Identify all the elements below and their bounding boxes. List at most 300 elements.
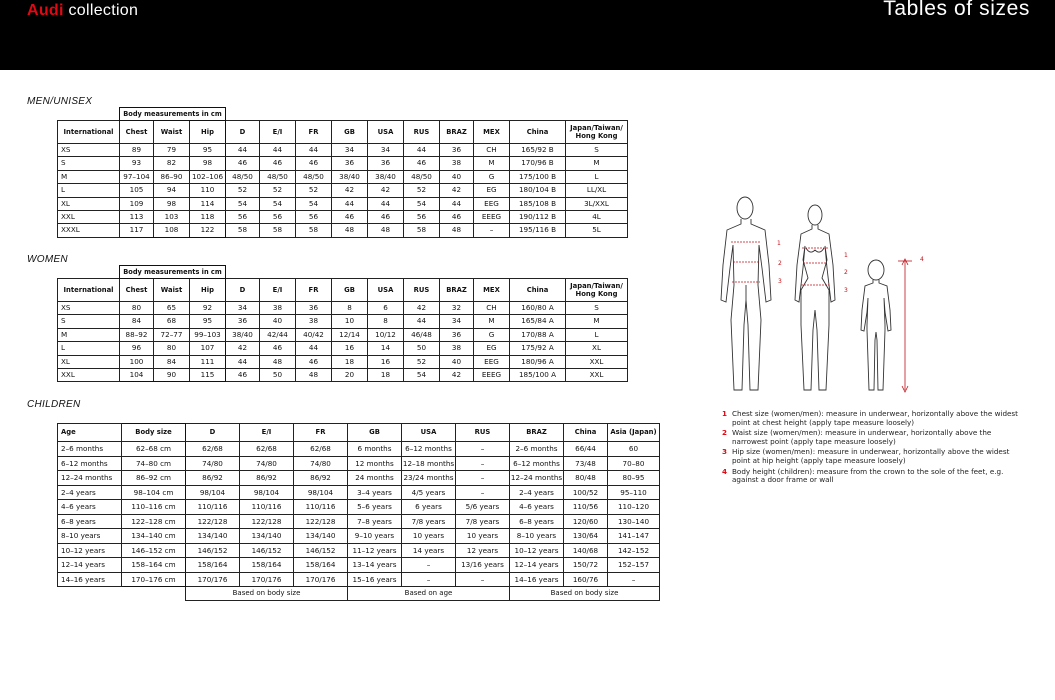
table-cell: 74/80	[240, 456, 294, 471]
table-row	[58, 514, 660, 529]
table-cell: 3–4 years	[348, 485, 402, 500]
table-cell: 65	[154, 302, 190, 315]
men-size-table	[57, 107, 628, 238]
women-size-table	[57, 265, 628, 382]
table-cell: 40/42	[296, 328, 332, 341]
table-cell: 5–6 years	[348, 500, 402, 515]
table-cell: S	[58, 157, 120, 170]
blank-cell	[404, 108, 440, 121]
footer-age: Based on age	[348, 587, 510, 601]
table-cell: 170/96 B	[510, 157, 566, 170]
table-cell: 13–14 years	[348, 558, 402, 573]
table-cell: 36	[440, 144, 474, 157]
blank-cell	[260, 266, 296, 279]
table-cell: 2–6 months	[58, 442, 122, 457]
table-cell: 42/44	[260, 328, 296, 341]
body-measurements-label: Body measurements in cm	[120, 108, 226, 121]
footer-body-size: Based on body size	[186, 587, 348, 601]
note-number: 2	[722, 428, 728, 438]
table-cell: 146–152 cm	[122, 543, 186, 558]
table-row	[58, 355, 628, 368]
table-cell: –	[456, 485, 510, 500]
table-row	[58, 315, 628, 328]
table-row	[58, 144, 628, 157]
table-cell: 68	[154, 315, 190, 328]
table-cell: 108	[154, 224, 190, 237]
table-row	[58, 485, 660, 500]
table-cell: 14–16 years	[510, 572, 564, 587]
table-cell: LL/XL	[566, 184, 628, 197]
column-header: FR	[296, 121, 332, 144]
table-row	[58, 184, 628, 197]
table-cell: 141–147	[608, 529, 660, 544]
body-measurements-row	[58, 266, 628, 279]
blank-cell	[226, 266, 260, 279]
table-cell: 175/92 A	[510, 342, 566, 355]
table-row	[58, 442, 660, 457]
measurement-notes	[722, 410, 1022, 487]
table-cell: –	[402, 572, 456, 587]
body-measurements-row	[58, 108, 628, 121]
table-cell: 89	[120, 144, 154, 157]
column-header: China	[510, 279, 566, 302]
table-cell: M	[566, 315, 628, 328]
table-cell: 98/104	[294, 485, 348, 500]
table-cell: XL	[58, 355, 120, 368]
table-cell: 86/92	[240, 471, 294, 486]
table-cell: 52	[226, 184, 260, 197]
table-cell: 105	[120, 184, 154, 197]
table-cell: 70–80	[608, 456, 660, 471]
marker-4-child: 4	[920, 256, 924, 263]
table-cell: 56	[226, 211, 260, 224]
table-cell: 122/128	[294, 514, 348, 529]
column-header: GB	[332, 279, 368, 302]
table-cell: 82	[154, 157, 190, 170]
table-cell: 44	[260, 144, 296, 157]
brand-strong: Audi	[27, 2, 64, 19]
table-cell: 36	[368, 157, 404, 170]
table-cell: 3L/XXL	[566, 197, 628, 210]
table-row	[58, 543, 660, 558]
table-cell: –	[456, 442, 510, 457]
table-cell: 98	[190, 157, 226, 170]
table-cell: 40	[260, 315, 296, 328]
table-cell: 113	[120, 211, 154, 224]
table-cell: 46	[260, 342, 296, 355]
table-cell: M	[58, 328, 120, 341]
table-cell: 42	[226, 342, 260, 355]
table-cell: 118	[190, 211, 226, 224]
table-cell: –	[608, 572, 660, 587]
brand-rest: collection	[68, 2, 139, 19]
table-cell: 46/48	[404, 328, 440, 341]
note-number: 3	[722, 447, 728, 457]
table-cell: 52	[260, 184, 296, 197]
table-cell: G	[474, 328, 510, 341]
table-cell: 104	[120, 369, 154, 382]
table-cell: 8	[332, 302, 368, 315]
table-cell: 7–8 years	[348, 514, 402, 529]
table-cell: 36	[296, 302, 332, 315]
table-cell: 48	[368, 224, 404, 237]
table-cell: 180/96 A	[510, 355, 566, 368]
blank-cell	[332, 108, 368, 121]
table-cell: 110/116	[294, 500, 348, 515]
column-header: FR	[294, 424, 348, 442]
table-cell: 95	[190, 315, 226, 328]
table-cell: 9–10 years	[348, 529, 402, 544]
blank-cell	[296, 266, 332, 279]
women-section-title: WOMEN	[27, 254, 68, 265]
table-cell: 58	[226, 224, 260, 237]
blank-cell	[332, 266, 368, 279]
table-cell: XXL	[566, 355, 628, 368]
table-cell: 56	[404, 211, 440, 224]
table-cell: 122/128	[186, 514, 240, 529]
table-cell: 170/88 A	[510, 328, 566, 341]
table-cell: 44	[368, 197, 404, 210]
table-cell: 10–12 years	[58, 543, 122, 558]
table-row	[58, 328, 628, 341]
table-cell: 134/140	[240, 529, 294, 544]
table-cell: 98	[154, 197, 190, 210]
table-cell: 44	[296, 144, 332, 157]
table-cell: L	[58, 184, 120, 197]
table-cell: 38/40	[226, 328, 260, 341]
table-cell: 100/52	[564, 485, 608, 500]
table-cell: XXL	[566, 369, 628, 382]
table-cell: 52	[296, 184, 332, 197]
table-cell: 46	[260, 157, 296, 170]
table-cell: M	[474, 315, 510, 328]
table-cell: 107	[190, 342, 226, 355]
column-header: GB	[332, 121, 368, 144]
table-cell: 130/64	[564, 529, 608, 544]
table-cell: XXXL	[58, 224, 120, 237]
blank-cell	[440, 108, 474, 121]
table-cell: 38/40	[368, 170, 404, 183]
table-cell: 6 years	[402, 500, 456, 515]
table-cell: XS	[58, 302, 120, 315]
table-cell: 140/68	[564, 543, 608, 558]
table-cell: 97–104	[120, 170, 154, 183]
table-cell: 40	[440, 170, 474, 183]
note-item	[722, 468, 1022, 485]
table-cell: 170/176	[186, 572, 240, 587]
table-cell: 80/48	[564, 471, 608, 486]
column-header: Age	[58, 424, 122, 442]
table-cell: 88–92	[120, 328, 154, 341]
table-cell: –	[474, 224, 510, 237]
table-cell: 134–140 cm	[122, 529, 186, 544]
table-cell: 44	[332, 197, 368, 210]
table-cell: 42	[404, 302, 440, 315]
table-cell: 142–152	[608, 543, 660, 558]
page-title: Tables of sizes	[883, 0, 1030, 20]
table-cell: EG	[474, 184, 510, 197]
column-header: RUS	[404, 279, 440, 302]
table-cell: 56	[260, 211, 296, 224]
table-cell: 4L	[566, 211, 628, 224]
table-cell: 12 months	[348, 456, 402, 471]
table-cell: 48	[332, 224, 368, 237]
table-cell: 58	[404, 224, 440, 237]
table-cell: 14 years	[402, 543, 456, 558]
table-cell: 4/5 years	[402, 485, 456, 500]
table-row	[58, 157, 628, 170]
column-header: Chest	[120, 279, 154, 302]
table-cell: 158/164	[294, 558, 348, 573]
table-cell: 93	[120, 157, 154, 170]
blank-cell	[474, 266, 510, 279]
table-cell: 13/16 years	[456, 558, 510, 573]
table-cell: S	[566, 302, 628, 315]
table-row	[58, 558, 660, 573]
table-cell: –	[456, 572, 510, 587]
table-cell: 103	[154, 211, 190, 224]
table-cell: 74/80	[186, 456, 240, 471]
table-cell: 46	[404, 157, 440, 170]
table-cell: 170/176	[294, 572, 348, 587]
table-cell: 42	[440, 184, 474, 197]
blank-cell	[566, 108, 628, 121]
table-cell: 48	[260, 355, 296, 368]
table-cell: 38/40	[332, 170, 368, 183]
table-cell: 48/50	[260, 170, 296, 183]
blank-cell	[368, 266, 404, 279]
table-cell: 6–12 months	[58, 456, 122, 471]
column-header: RUS	[404, 121, 440, 144]
column-header: Asia (Japan)	[608, 424, 660, 442]
table-cell: 46	[226, 369, 260, 382]
table-cell: 6–12 months	[510, 456, 564, 471]
table-cell: 10 years	[456, 529, 510, 544]
column-header: BRAZ	[440, 121, 474, 144]
table-cell: XL	[566, 342, 628, 355]
table-cell: 10	[332, 315, 368, 328]
table-cell: 86–92 cm	[122, 471, 186, 486]
table-cell: 12–18 months	[402, 456, 456, 471]
table-cell: 146/152	[240, 543, 294, 558]
table-cell: 62/68	[294, 442, 348, 457]
table-cell: 50	[404, 342, 440, 355]
column-header: D	[226, 279, 260, 302]
table-cell: 46	[440, 211, 474, 224]
table-cell: M	[474, 157, 510, 170]
table-cell: 72–77	[154, 328, 190, 341]
table-row	[58, 302, 628, 315]
blank-cell	[296, 108, 332, 121]
column-header: FR	[296, 279, 332, 302]
table-cell: EEEG	[474, 211, 510, 224]
column-header: MEX	[474, 279, 510, 302]
table-cell: 92	[190, 302, 226, 315]
column-header: Hip	[190, 279, 226, 302]
table-cell: 102–106	[190, 170, 226, 183]
table-row	[58, 369, 628, 382]
column-header: Japan/Taiwan/ Hong Kong	[566, 121, 628, 144]
table-cell: XXL	[58, 211, 120, 224]
table-cell: 36	[332, 157, 368, 170]
children-size-table	[57, 423, 660, 601]
column-header: E/I	[240, 424, 294, 442]
table-cell: 122/128	[240, 514, 294, 529]
table-cell: 14–16 years	[58, 572, 122, 587]
table-cell: 6–8 years	[510, 514, 564, 529]
table-cell: 8–10 years	[510, 529, 564, 544]
marker-1-woman: 1	[844, 252, 848, 259]
blank-cell	[58, 266, 120, 279]
table-cell: 185/100 A	[510, 369, 566, 382]
woman-figure-icon	[795, 205, 835, 390]
column-header: China	[510, 121, 566, 144]
table-cell: 98/104	[240, 485, 294, 500]
note-text: Waist size (women/men): measure in underwear, horizontally above the narrowest point (apply tape measure loosely)	[732, 428, 992, 446]
body-measurement-figures	[715, 190, 935, 400]
table-cell: 11–12 years	[348, 543, 402, 558]
table-cell: 10–12 years	[510, 543, 564, 558]
table-cell: 6 months	[348, 442, 402, 457]
table-cell: 146/152	[186, 543, 240, 558]
table-cell: 122–128 cm	[122, 514, 186, 529]
table-cell: 36	[226, 315, 260, 328]
table-cell: 38	[260, 302, 296, 315]
table-cell: 80	[154, 342, 190, 355]
table-cell: EEEG	[474, 369, 510, 382]
table-cell: 54	[404, 369, 440, 382]
table-cell: 54	[226, 197, 260, 210]
table-cell: 46	[296, 157, 332, 170]
table-cell: 4–6 years	[58, 500, 122, 515]
table-cell: 170–176 cm	[122, 572, 186, 587]
table-cell: 14	[368, 342, 404, 355]
table-cell: 109	[120, 197, 154, 210]
table-row	[58, 211, 628, 224]
table-cell: 38	[440, 342, 474, 355]
blank-cell	[510, 266, 566, 279]
table-cell: 120/60	[564, 514, 608, 529]
table-cell: 44	[440, 197, 474, 210]
table-cell: 160/80 A	[510, 302, 566, 315]
blank-cell	[58, 587, 122, 601]
table-cell: 38	[440, 157, 474, 170]
column-header: Chest	[120, 121, 154, 144]
table-cell: 44	[404, 144, 440, 157]
marker-2-woman: 2	[844, 269, 848, 276]
table-cell: 38	[296, 315, 332, 328]
table-row	[58, 170, 628, 183]
column-header: GB	[348, 424, 402, 442]
blank-cell	[260, 108, 296, 121]
man-figure-icon	[721, 197, 771, 390]
table-cell: 48/50	[296, 170, 332, 183]
table-cell: 32	[440, 302, 474, 315]
note-item	[722, 410, 1022, 427]
table-cell: 5L	[566, 224, 628, 237]
table-cell: 12 years	[456, 543, 510, 558]
table-cell: 80–95	[608, 471, 660, 486]
blank-cell	[58, 108, 120, 121]
table-cell: 95–110	[608, 485, 660, 500]
table-cell: 100	[120, 355, 154, 368]
column-header: USA	[368, 121, 404, 144]
table-cell: 185/108 B	[510, 197, 566, 210]
table-cell: CH	[474, 302, 510, 315]
table-row	[58, 456, 660, 471]
table-cell: 42	[440, 369, 474, 382]
blank-cell	[226, 108, 260, 121]
table-cell: 60	[608, 442, 660, 457]
table-cell: 117	[120, 224, 154, 237]
table-cell: 23/24 months	[402, 471, 456, 486]
table-cell: 158/164	[240, 558, 294, 573]
table-cell: L	[58, 342, 120, 355]
note-number: 4	[722, 466, 728, 476]
table-cell: 50	[260, 369, 296, 382]
table-cell: 110–120	[608, 500, 660, 515]
table-cell: 12–14 years	[510, 558, 564, 573]
table-cell: 56	[296, 211, 332, 224]
table-cell: 12–24 months	[510, 471, 564, 486]
column-header: BRAZ	[440, 279, 474, 302]
table-cell: EEG	[474, 197, 510, 210]
table-cell: 2–4 years	[58, 485, 122, 500]
table-cell: L	[566, 328, 628, 341]
table-cell: 44	[226, 144, 260, 157]
table-cell: 42	[332, 184, 368, 197]
table-cell: 195/116 B	[510, 224, 566, 237]
table-cell: 46	[226, 157, 260, 170]
table-cell: 12–24 months	[58, 471, 122, 486]
table-cell: 16	[332, 342, 368, 355]
table-cell: 158/164	[186, 558, 240, 573]
table-cell: S	[58, 315, 120, 328]
table-cell: 46	[368, 211, 404, 224]
table-cell: 110/56	[564, 500, 608, 515]
table-cell: M	[566, 157, 628, 170]
table-cell: 18	[368, 369, 404, 382]
table-cell: 58	[296, 224, 332, 237]
table-cell: 12/14	[332, 328, 368, 341]
table-cell: 24 months	[348, 471, 402, 486]
table-cell: 6–8 years	[58, 514, 122, 529]
table-cell: CH	[474, 144, 510, 157]
table-cell: 110	[190, 184, 226, 197]
table-cell: 99–103	[190, 328, 226, 341]
table-cell: 20	[332, 369, 368, 382]
table-cell: 86/92	[294, 471, 348, 486]
table-cell: 7/8 years	[402, 514, 456, 529]
column-header: USA	[368, 279, 404, 302]
blank-cell	[510, 108, 566, 121]
table-cell: 6	[368, 302, 404, 315]
table-cell: 110/116	[240, 500, 294, 515]
note-text: Hip size (women/men): measure in underwear, horizontally above the widest point at hip height (apply tape measure loosely)	[732, 447, 1010, 465]
table-cell: 34	[332, 144, 368, 157]
header-bar	[0, 0, 1055, 70]
table-cell: 46	[296, 355, 332, 368]
table-cell: 48	[296, 369, 332, 382]
table-cell: 40	[440, 355, 474, 368]
table-cell: 114	[190, 197, 226, 210]
note-item	[722, 448, 1022, 465]
table-cell: 90	[154, 369, 190, 382]
table-cell: –	[456, 456, 510, 471]
table-cell: 54	[296, 197, 332, 210]
table-cell: 8	[368, 315, 404, 328]
blank-cell	[404, 266, 440, 279]
